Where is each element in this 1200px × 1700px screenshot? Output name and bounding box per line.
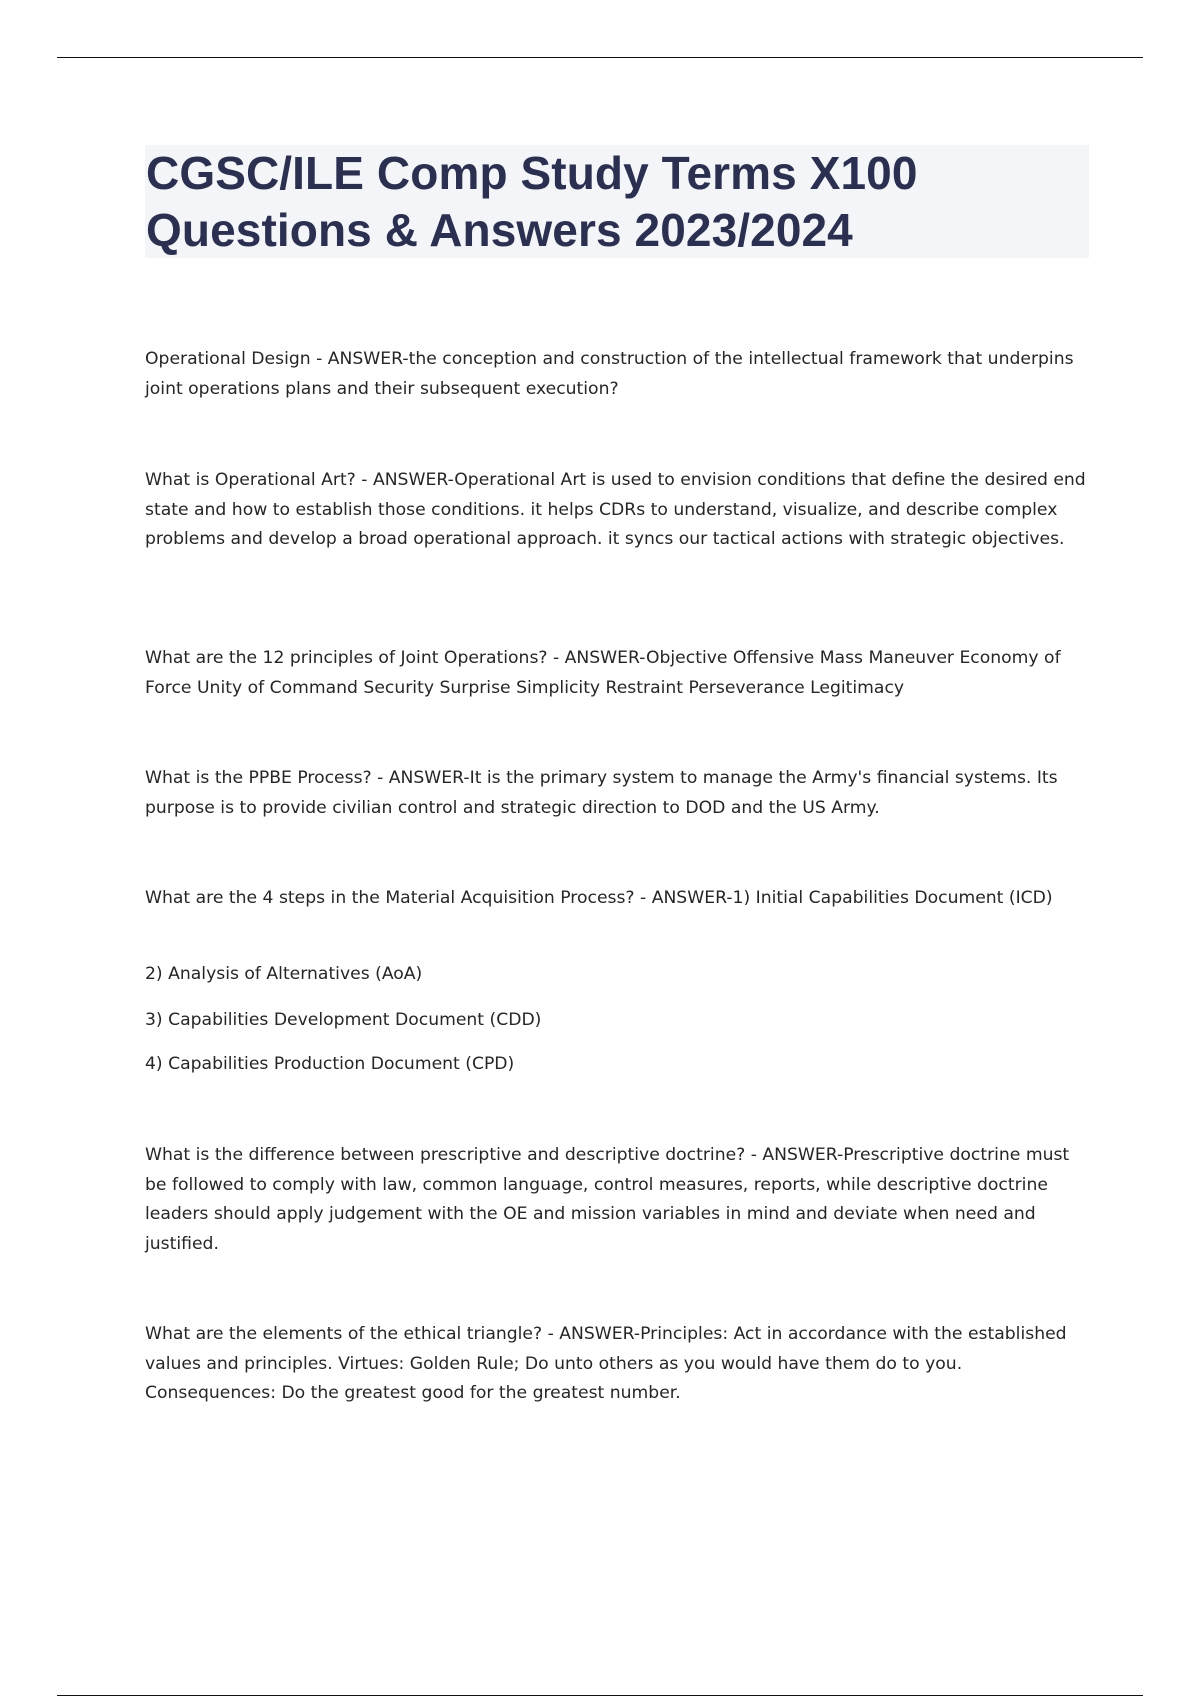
answer-text: Objective Offensive Mass Maneuver Economy of Force Unity of Command Security Surprise Simplicity Restraint Perseverance Legitimacy [145, 648, 1061, 698]
qa-text [145, 1320, 1095, 1409]
answer-separator: - ANSWER- [745, 1145, 844, 1165]
title-line-2: Questions & Answers 2023/2024 [146, 204, 853, 256]
qa-text [145, 466, 1095, 555]
qa-entry-doctrine [145, 1141, 1095, 1259]
answer-separator: - ANSWER- [547, 648, 646, 668]
qa-entry-ethical-triangle [145, 1320, 1095, 1409]
list-item: 3) Capabilities Development Document (CDD) [145, 1010, 542, 1030]
bottom-rule [57, 1695, 1143, 1696]
answer-separator: - ANSWER- [542, 1324, 641, 1344]
answer-separator: - ANSWER- [310, 349, 409, 369]
top-rule [57, 57, 1143, 58]
question-text: What is Operational Art? [145, 470, 356, 490]
qa-entry-ppbe [145, 764, 1095, 823]
question-text: Operational Design [145, 349, 311, 369]
answer-text: Principles: Act in accordance with the established values and principles. Virtues: Golden Rule; Do unto others as you would have them do to you. Consequences: Do the greatest good for the greatest number. [145, 1324, 1067, 1403]
qa-entry-operational-design [145, 345, 1095, 404]
answer-text: It is the primary system to manage the Army's financial systems. Its purpose is to provide civilian control and strategic direction to DOD and the US Army. [145, 768, 1058, 818]
question-text: What are the elements of the ethical triangle? [145, 1324, 543, 1344]
question-text: What is the PPBE Process? [145, 768, 372, 788]
question-text: What are the 12 principles of Joint Operations? [145, 648, 548, 668]
qa-text [145, 644, 1095, 703]
question-text: What are the 4 steps in the Material Acquisition Process? [145, 888, 635, 908]
qa-text [145, 1141, 1095, 1259]
answer-text: Operational Art is used to envision conditions that define the desired end state and how to establish those conditions. it helps CDRs to understand, visualize, and describe complex problems and develop a broad operational approach. it syncs our tactical actions with strategic objectives. [145, 470, 1086, 549]
document-title [146, 145, 1089, 259]
list-item: 2) Analysis of Alternatives (AoA) [145, 964, 423, 984]
answer-text: Prescriptive doctrine must be followed to comply with law, common language, control measures, reports, while descriptive doctrine leaders should apply judgement with the OE and mission variables in mind and deviate when need and justified. [145, 1145, 1070, 1254]
title-box [145, 145, 1089, 258]
list-item: 4) Capabilities Production Document (CPD) [145, 1054, 515, 1074]
answer-text: 1) Initial Capabilities Document (ICD) [732, 888, 1053, 908]
qa-entry-joint-principles [145, 644, 1095, 703]
qa-entry-acquisition [145, 884, 1095, 914]
qa-text [145, 764, 1095, 823]
answer-separator: - ANSWER- [355, 470, 455, 490]
qa-text [145, 345, 1095, 404]
title-line-1: CGSC/ILE Comp Study Terms X100 [146, 147, 918, 199]
answer-text: the conception and construction of the intellectual framework that underpins joint operations plans and their subsequent execution? [145, 349, 1074, 399]
question-text: What is the difference between prescriptive and descriptive doctrine? [145, 1145, 746, 1165]
answer-separator: - ANSWER- [634, 888, 733, 908]
answer-separator: - ANSWER- [371, 768, 470, 788]
qa-entry-operational-art [145, 466, 1095, 555]
qa-text [145, 884, 1095, 914]
